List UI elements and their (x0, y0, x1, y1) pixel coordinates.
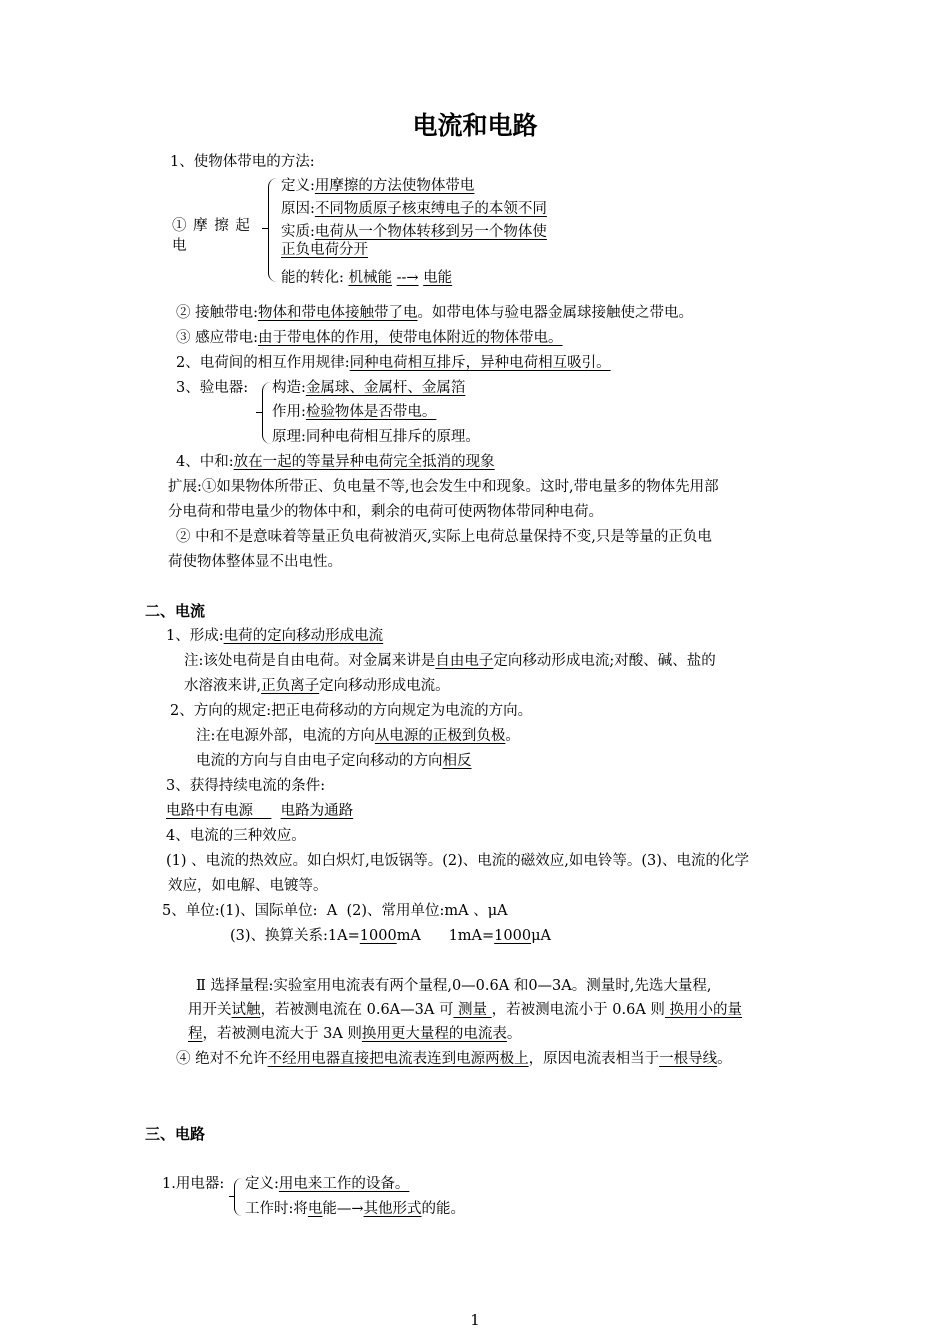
current-direction-note2: 电流的方向与自由电子定向移动的方向相反 (196, 753, 472, 769)
current-condition-values: 电路中有电源 电路为通路 (166, 803, 354, 819)
electroscope-brace (262, 382, 271, 444)
current-direction: 2、方向的规定:把正电荷移动的方向规定为电流的方向。 (170, 703, 533, 719)
current-condition: 3、获得持续电流的条件: (166, 778, 326, 794)
section-current-heading: 二、电流 (145, 602, 206, 620)
current-note2: 水溶液来讲,正负离子定向移动形成电流。 (184, 678, 450, 694)
contact-charging: ② 接触带电:物体和带电体接触带了电。如带电体与验电器金属球接触使之带电。 (176, 305, 693, 321)
range-line3: 程，若被测电流大于 3A 则换用更大量程的电流表。 (188, 1026, 522, 1042)
range-line1: Ⅱ 选择量程:实验室用电流表有两个量程,0—0.6A 和0—3A。测量时,先选大量程, (196, 978, 712, 994)
appliance-brace-tip (229, 1196, 235, 1197)
extension-line4: 荷使物体整体显不出电性。 (168, 554, 342, 570)
current-effects-line1: (1) 、电流的热效应。如白炽灯,电饭锅等。(2)、电流的磁效应,如电铃等。(3)、电流的化学 (166, 853, 749, 869)
appliance-brace (234, 1178, 242, 1216)
extension-line3: ② 中和不是意味着等量正负电荷被消灭,实际上电荷总量保持不变,只是等量的正负电 (176, 529, 712, 545)
section-circuit-heading: 三、电路 (145, 1125, 206, 1143)
electroscope-structure: 构造:金属球、金属杆、金属箔 (272, 380, 466, 396)
appliance-definition: 定义:用电来工作的设备。 (245, 1176, 410, 1192)
electroscope-principle: 原理:同种电荷相互排斥的原理。 (272, 429, 480, 445)
friction-essence-line2: 正负电荷分开 (281, 242, 368, 258)
charge-interaction: 2、电荷间的相互作用规律:同种电荷相互排斥，异种电荷相互吸引。 (176, 355, 611, 371)
current-effects-line2: 效应，如电解、电镀等。 (168, 878, 328, 894)
extension-line1: 扩展:①如果物体所带正、负电量不等,也会发生中和现象。这时,带电量多的物体先用部 (168, 479, 719, 495)
page-title: 电流和电路 (412, 111, 538, 140)
current-note1: 注:该处电荷是自由电荷。对金属来讲是自由电子定向移动形成电流;对酸、碱、盐的 (184, 653, 716, 669)
page-number: 1 (470, 1311, 480, 1329)
current-units-line1: 5、单位:(1)、国际单位: A (2)、常用单位:mA 、μA (162, 903, 508, 919)
friction-brace-tip (262, 228, 268, 229)
section1-heading: 1、使物体带电的方法: (170, 154, 315, 170)
induction-charging: ③ 感应带电:由于带电体的作用，使带电体附近的物体带电。 (176, 330, 563, 346)
appliance-label: 1.用电器: (162, 1176, 225, 1192)
electroscope-function: 作用:检验物体是否带电。 (272, 404, 437, 420)
appliance-working: 工作时:将电能—→其他形式的能。 (245, 1201, 466, 1217)
electroscope-brace-tip (256, 412, 262, 413)
friction-essence: 实质:电荷从一个物体转移到另一个物体使 (281, 224, 547, 240)
friction-cause: 原因:不同物质原子核束缚电子的本领不同 (281, 201, 547, 217)
current-units-line2: (3)、换算关系:1A=1000mA 1mA=1000μA (230, 928, 551, 944)
friction-brace (268, 178, 277, 282)
friction-energy: 能的转化: 机械能 --→ 电能 (281, 270, 453, 286)
range-line2: 用开关试触，若被测电流在 0.6A—3A 可 测量 ，若被测电流小于 0.6A 则 换用小的量 (188, 1002, 743, 1018)
friction-label: ① 摩 擦 起 电 (172, 218, 251, 254)
extension-line2: 分电荷和带电量少的物体中和，剩余的电荷可使两物体带同种电荷。 (168, 504, 603, 520)
electroscope-label: 3、验电器: (176, 380, 249, 396)
friction-definition: 定义:用摩擦的方法使物体带电 (281, 178, 475, 194)
current-formation: 1、形成:电荷的定向移动形成电流 (166, 628, 384, 644)
neutralization: 4、中和:放在一起的等量异种电荷完全抵消的现象 (176, 454, 495, 470)
ammeter-rule: ④ 绝对不允许不经用电器直接把电流表连到电源两极上，原因电流表相当于一根导线。 (176, 1051, 732, 1067)
current-effects: 4、电流的三种效应。 (166, 828, 306, 844)
current-direction-note: 注:在电源外部，电流的方向从电源的正极到负极。 (196, 728, 520, 744)
